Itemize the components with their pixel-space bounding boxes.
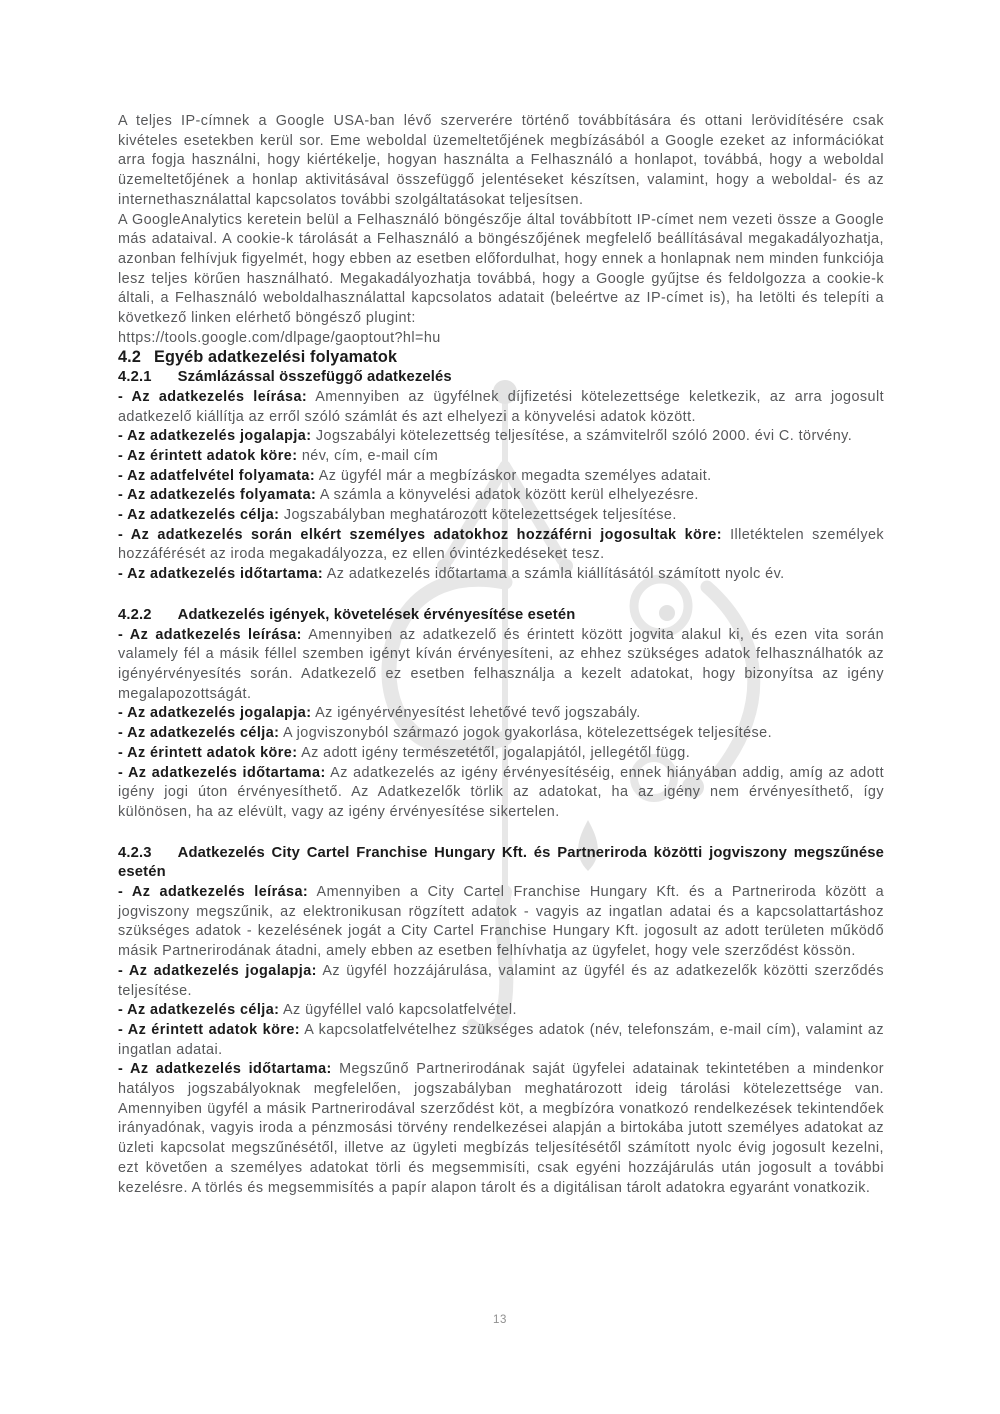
- data-item: [118, 506, 884, 526]
- data-item: [118, 526, 884, 565]
- item-text: Amennyiben a City Cartel Franchise Hungary Kft. és a Partneriroda között a jogviszony megszűnik, az elektronikusan rögzített adatok - vagyis az ingatlan adatai és a kapcsolattartáshoz szükséges adatok - kezelésének jogát a City Cartel Franchise Hungary Kft. jogosult az adott területen működő másik Partnerirodának átadni, amely ebben az esetben felhívhatja az ügyfelet, hogy vele szerződést kössön.: [118, 884, 885, 960]
- item-label: - Az adatkezelés célja:: [118, 1002, 280, 1019]
- item-text: Az igényérvényesítést lehetővé tevő jogszabály.: [315, 705, 641, 722]
- item-text: név, cím, e-mail cím: [301, 447, 439, 464]
- subsection-number: 4.2.3: [118, 844, 152, 861]
- subsection-heading-421: [118, 368, 884, 388]
- item-text: Az ügyfél hozzájárulása, valamint az ügyfél és az adatkezelők közötti szerződés teljesítése.: [118, 962, 884, 999]
- section-number: 4.2: [118, 348, 141, 367]
- item-label: - Az adatkezelés leírása:: [118, 884, 309, 901]
- item-label: - Az adatkezelés célja:: [118, 725, 280, 742]
- item-label: - Az adatkezelés célja:: [118, 507, 280, 524]
- section-heading: [118, 348, 884, 368]
- item-text: Jogszabályi kötelezettség teljesítése, a számvitelről szóló 2000. évi C. törvény.: [315, 428, 853, 445]
- item-label: - Az adatkezelés időtartama:: [118, 566, 324, 583]
- data-item: [118, 447, 884, 467]
- subsection-title: Adatkezelés City Cartel Franchise Hungary Kft. és Partneriroda közötti jogviszony megszűnése esetén: [118, 844, 884, 881]
- subsection-number: 4.2.1: [118, 369, 152, 386]
- subsection-title: Számlázással összefüggő adatkezelés: [177, 369, 452, 386]
- item-label: - Az adatkezelés jogalapja:: [118, 428, 312, 445]
- section-title: Egyéb adatkezelési folyamatok: [154, 348, 398, 367]
- data-item: [118, 724, 884, 744]
- item-label: - Az adatkezelés leírása:: [118, 388, 308, 405]
- item-label: - Az adatkezelés jogalapja:: [118, 962, 317, 979]
- item-text: A jogviszonyból származó jogok gyakorlása, kötelezettségek teljesítése.: [283, 725, 773, 742]
- item-text: Amennyiben az ügyfélnek díjfizetési kötelezettsége keletkezik, az arra jogosult adatkezelő kiállítja az erről szóló számlát és azt elhelyezi a könyvelési adatok között.: [118, 388, 884, 425]
- item-label: - Az érintett adatok köre:: [118, 447, 298, 464]
- gaoptout-url[interactable]: https://tools.google.com/dlpage/gaoptout?hl=hu: [118, 329, 441, 346]
- data-item: [118, 565, 884, 585]
- data-item: [118, 883, 884, 962]
- item-label: - Az adatfelvétel folyamata:: [118, 467, 316, 484]
- data-item: [118, 1001, 884, 1021]
- data-item: [118, 1060, 884, 1198]
- subsection-title: Adatkezelés igények, követelések érvényesítése esetén: [177, 606, 576, 623]
- item-text: Az ügyféllel való kapcsolatfelvétel.: [283, 1002, 517, 1019]
- document-body: [118, 112, 884, 1198]
- item-text: Megszűnő Partnerirodának saját ügyfelei adatainak tekintetében a mindenkor hatályos jogszabályoknak megfelelően, jogszabályban meghatározott ideig tárolási kötelezettsége van. Amennyiben ügyfél a másik Partnerirodával szerződést köt, a megbízóra vonatkozó rendelkezések tekintendőek irányadónak, vagyis iroda a pénzmosási törvény rendelkezései alapján a birtokába jutott személyes adatokat az üzleti kapcsolat megszűnésétől, illetve az ügyleti megbízás teljesítésétől számított nyolc évig jogosult kezelni, ezt követően a személyes adatokat törli és megsemmisíti, csak egyéni hozzájárulás után jogosult a további kezelésre. A törlés és megsemmisítés a papír alapon tárolt és a digitálisan tárolt adatokra egyaránt vonatkozik.: [118, 1061, 884, 1196]
- item-text: Az adott igény természetétől, jogalapjától, jellegétől függ.: [301, 744, 691, 761]
- item-label: - Az adatkezelés során elkért személyes adatokhoz hozzáférni jogosultak köre:: [118, 526, 722, 543]
- item-text: Jogszabályban meghatározott kötelezettségek teljesítése.: [283, 507, 677, 524]
- data-item: [118, 764, 884, 823]
- item-label: - Az adatkezelés időtartama:: [118, 1061, 332, 1078]
- item-label: - Az adatkezelés leírása:: [118, 626, 302, 643]
- data-item: [118, 626, 884, 705]
- item-label: - Az adatkezelés folyamata:: [118, 487, 317, 504]
- item-text: Az adatkezelés időtartama a számla kiállításától számított nyolc év.: [326, 566, 785, 583]
- item-label: - Az érintett adatok köre:: [118, 744, 298, 761]
- data-item: [118, 467, 884, 487]
- data-item: [118, 1021, 884, 1060]
- subsection-heading-423: [118, 844, 884, 883]
- intro-paragraph-2: A GoogleAnalytics keretein belül a Felhasználó böngészője által továbbított IP-címet nem vezeti össze a Google más adataival. A cookie-k tárolását a Felhasználó a böngészőjének megfelelő beállításával megakadályozhatja, azonban felhívjuk figyelmét, hogy ebben az esetben előfordulhat, hogy ennek a honlapnak nem minden funkciója lesz teljes körűen használható. Megakadályozhatja továbbá, hogy a Google gyűjtse és feldolgozza a cookie-k általi, a Felhasználó weboldalhasználattal kapcsolatos adatait (beleértve az IP-címet is), ha letölti és telepíti a következő linken elérhető böngésző plugint:: [118, 211, 884, 327]
- item-text: Az adatkezelés az igény érvényesítéséig, ennek hiányában addig, amíg az adott igény jogi úton érvényesíthető. Az Adatkezelők törlik az adatokat, ha az igény nem érvényesíthető, így különösen, ha az elévült, vagy az igény érvényesítése sikertelen.: [118, 764, 884, 820]
- data-item: [118, 388, 884, 427]
- data-item: [118, 704, 884, 724]
- data-item: [118, 486, 884, 506]
- item-label: - Az érintett adatok köre:: [118, 1021, 300, 1038]
- subsection-heading-422: [118, 606, 884, 626]
- data-item: [118, 962, 884, 1001]
- data-item: [118, 427, 884, 447]
- intro-paragraph-1: A teljes IP-címnek a Google USA-ban lévő szerverére történő továbbítására és ottani lerövidítésére csak kivételes esetekben kerül sor. Eme weboldal üzemeltetőjének megbízásából a Google ezeket az információkat arra fogja használni, hogy kiértékelje, hogyan használta a Felhasználó a honlapot, továbbá, hogy a weboldal üzemeltetőjének a honlap aktivitásával összefüggő jelentéseket készítsen, valamint, hogy a weboldal- és az internethasználattal kapcsolatos további szolgáltatásokat teljesítsen.: [118, 113, 884, 208]
- item-text: Illetéktelen személyek hozzáférését az iroda megakadályozza, ez ellen óvintézkedéseket tesz.: [118, 526, 885, 563]
- item-text: A számla a könyvelési adatok között kerül elhelyezésre.: [319, 487, 699, 504]
- item-text: A kapcsolatfelvételhez szükséges adatok (név, telefonszám, e-mail cím), valamint az ingatlan adatai.: [118, 1021, 884, 1058]
- item-label: - Az adatkezelés jogalapja:: [118, 705, 312, 722]
- data-item: [118, 744, 884, 764]
- item-text: Amennyiben az adatkezelő és érintett között jogvita alakul ki, és ezen vita során valamely fél a másik féllel szemben igényt kíván érvényesíteni, az ehhez szükséges adatok felhasználhatók az igényérvényesítés során. Adatkezelő ez esetben felhasználja a kezelt adatokat, hogy bizonyítsa az igény megalapozottságát.: [118, 626, 885, 702]
- item-text: Az ügyfél már a megbízáskor megadta személyes adatait.: [318, 467, 712, 484]
- page-number: 13: [493, 1314, 507, 1326]
- item-label: - Az adatkezelés időtartama:: [118, 764, 326, 781]
- subsection-number: 4.2.2: [118, 606, 152, 623]
